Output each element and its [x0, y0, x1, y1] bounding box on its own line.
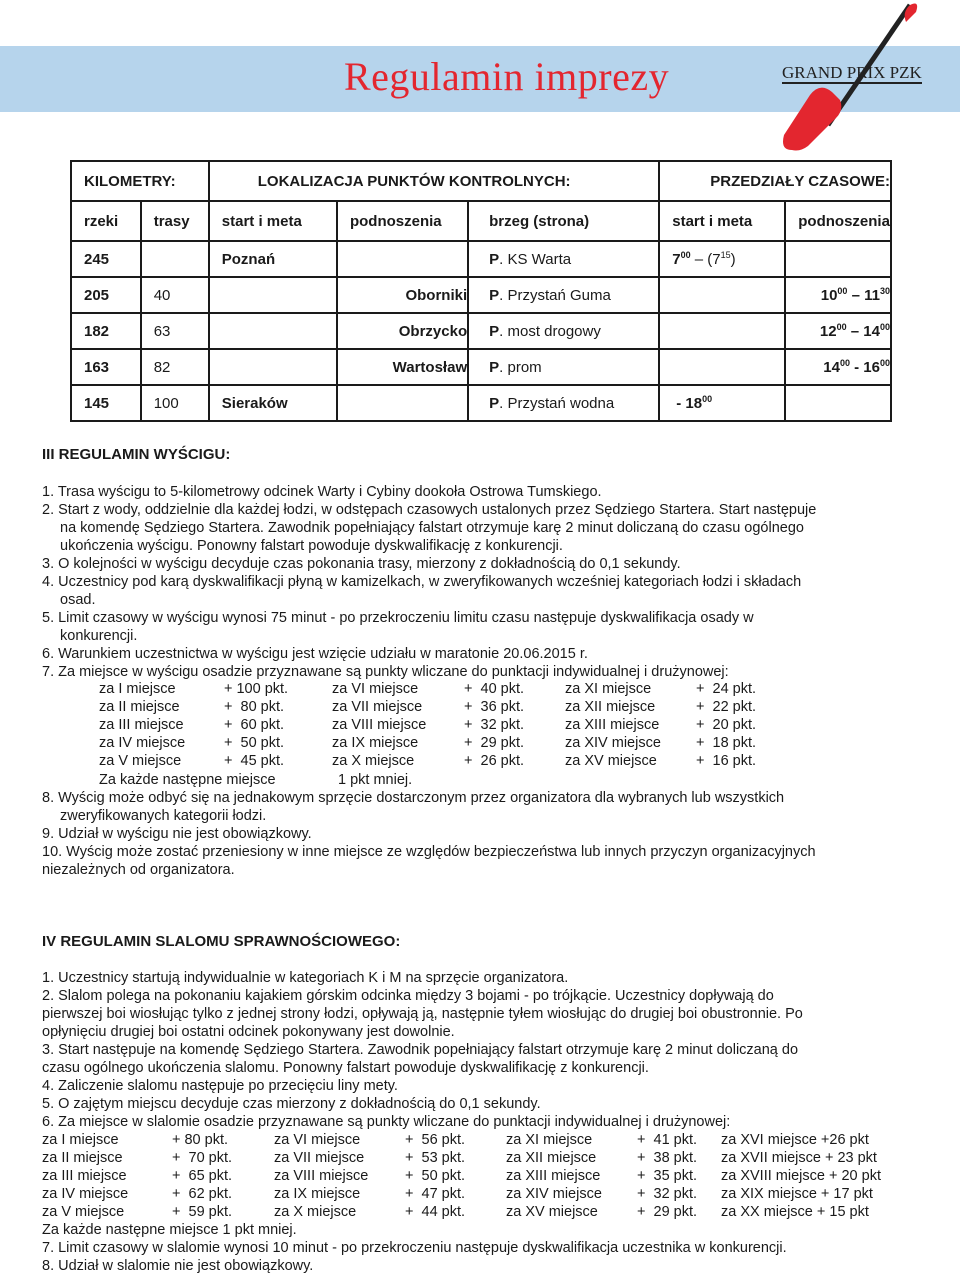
place-label: za XIX miejsce + 17 pkt [721, 1186, 873, 1202]
place-label: za VII miejsce [332, 699, 423, 715]
place-label: za XIII miejsce [506, 1168, 601, 1184]
table-row [71, 241, 891, 277]
cell-time-lift [785, 241, 891, 277]
place-points: + 50 pkt. [224, 735, 285, 751]
header-location: LOKALIZACJA PUNKTÓW KONTROLNYCH: [209, 161, 659, 201]
rule-line: niezależnych od organizatora. [42, 862, 235, 878]
race-rules-2 [42, 789, 922, 879]
cell-bank: P. Przystań wodna [468, 385, 659, 421]
place-points: + 100 pkt. [224, 681, 289, 697]
place-points: + 62 pkt. [172, 1186, 233, 1202]
place-points: + 59 pkt. [172, 1204, 233, 1220]
rule-line: 2. Slalom polega na pokonaniu kajakiem górskim odcinka między 3 bojami - po trójkącie. Uczestnicy dopływają do [42, 988, 774, 1004]
place-label: za XI miejsce [506, 1132, 593, 1148]
rule-line: ukończenia wyścigu. Ponowny falstart powoduje dyskwalifikację z konkurencji. [60, 538, 563, 554]
place-label: za X miejsce [274, 1204, 357, 1220]
cell-time-start: $7^{00} - (7^{15})$ [659, 241, 785, 277]
place-points: + 20 pkt. [696, 717, 757, 733]
table-row [71, 313, 891, 349]
place-label: za VIII miejsce [332, 717, 427, 733]
place-points: + 22 pkt. [696, 699, 757, 715]
rule-line: 5. Limit czasowy w wyścigu wynosi 75 minut - po przekroczeniu limitu czasu następuje dyskwalifikacja osady w [42, 610, 754, 626]
cell-lift: Wartosław [337, 349, 468, 385]
cell-river: 205 [71, 277, 141, 313]
rule-line: 10. Wyścig może zostać przeniesiony w inne miejsce ze względów bezpieczeństwa lub innych przyczyn organizacyjnych [42, 844, 816, 860]
place-label: za XV miejsce [565, 753, 657, 769]
cell-route: 40 [141, 277, 209, 313]
place-points: + 26 pkt. [464, 753, 525, 769]
place-points: + 29 pkt. [464, 735, 525, 751]
rule-line: 8. Wyścig może odbyć się na jednakowym sprzęcie dostarczonym przez organizatora dla wybranych lub wszystkich [42, 790, 785, 806]
cell-time-start [659, 349, 785, 385]
place-label: za IX miejsce [332, 735, 419, 751]
header-times: PRZEDZIAŁY CZASOWE: [659, 161, 891, 201]
place-label: za V miejsce [99, 753, 182, 769]
section-slalom-heading: IV REGULAMIN SLALOMU SPRAWNOŚCIOWEGO: [42, 933, 401, 950]
place-label: za VI miejsce [332, 681, 419, 697]
rule-line: konkurencji. [60, 628, 138, 644]
table-row [71, 385, 891, 421]
cell-time-start [659, 277, 785, 313]
table-row [71, 277, 891, 313]
place-label: za VII miejsce [274, 1150, 365, 1166]
place-label: za IX miejsce [274, 1186, 361, 1202]
cell-time-lift: $14^{00} - 16^{00}$ [785, 349, 891, 385]
cell-time-lift [785, 385, 891, 421]
place-points: + 32 pkt. [464, 717, 525, 733]
cell-start: Sieraków [209, 385, 337, 421]
cell-time-start [659, 313, 785, 349]
rule-line: 8. Udział w slalomie nie jest obowiązkowy. [42, 1258, 314, 1274]
cell-lift: Obrzycko [337, 313, 468, 349]
cell-river: 145 [71, 385, 141, 421]
slalom-rules-2 [42, 1221, 922, 1275]
cell-route [141, 241, 209, 277]
cell-bank: P. Przystań Guma [468, 277, 659, 313]
rule-line: czasu ogólnego ukończenia slalomu. Ponowny falstart powoduje dyskwalifikację z konkurencji. [42, 1060, 649, 1076]
place-points: + 65 pkt. [172, 1168, 233, 1184]
slalom-rules [42, 969, 922, 1131]
place-points: + 32 pkt. [637, 1186, 698, 1202]
sub-lift: podnoszenia [337, 201, 468, 241]
place-points: + 47 pkt. [405, 1186, 466, 1202]
header-km: KILOMETRY: [71, 161, 209, 201]
rule-line: opłynięciu drugiej boi ostatni odcinek pokonywany jest dowolnie. [42, 1024, 455, 1040]
place-label: za XVII miejsce + 23 pkt [721, 1150, 877, 1166]
place-points: + 36 pkt. [464, 699, 525, 715]
brand-logo: GRAND PRIX PZK [782, 63, 922, 82]
place-points: + 53 pkt. [405, 1150, 466, 1166]
cell-lift [337, 241, 468, 277]
place-label: za XVIII miejsce + 20 pkt [721, 1168, 881, 1184]
place-label: za II miejsce [99, 699, 180, 715]
cell-start [209, 313, 337, 349]
sub-bank: brzeg (strona) [468, 201, 659, 241]
place-points: + 44 pkt. [405, 1204, 466, 1220]
place-label: za III miejsce [42, 1168, 127, 1184]
cell-start [209, 349, 337, 385]
rule-line: zweryfikowanych kategorii łodzi. [60, 808, 267, 824]
place-label: za III miejsce [99, 717, 184, 733]
place-label: za V miejsce [42, 1204, 125, 1220]
cell-time-lift: $12^{00} - 14^{00}$ [785, 313, 891, 349]
rule-line: 9. Udział w wyścigu nie jest obowiązkowy. [42, 826, 312, 842]
cell-time-lift: $10^{00} - 11^{30}$ [785, 277, 891, 313]
place-points: + 60 pkt. [224, 717, 285, 733]
rule-line: Za każde następne miejsce 1 pkt mniej. [42, 1222, 297, 1238]
place-points: + 70 pkt. [172, 1150, 233, 1166]
place-label: za XVI miejsce +26 pkt [721, 1132, 869, 1148]
place-points: + 18 pkt. [696, 735, 757, 751]
place-label: za I miejsce [99, 681, 176, 697]
checkpoints-table [70, 160, 892, 422]
place-label: za XV miejsce [506, 1204, 598, 1220]
cell-start: Poznań [209, 241, 337, 277]
place-points: + 24 pkt. [696, 681, 757, 697]
rule-line: na komendę Sędziego Startera. Zawodnik popełniający falstart otrzymuje karę 2 minut doliczaną do czasu ogólnego [60, 520, 804, 536]
rule-line: 6. Za miejsce w slalomie osadzie przyznawane są punkty wliczane do punktacji indywidualnej i drużynowej: [42, 1114, 731, 1130]
cell-time-start: - $18^{00}$ [659, 385, 785, 421]
cell-lift: Oborniki [337, 277, 468, 313]
rule-line: 4. Uczestnicy pod karą dyskwalifikacji płyną w kamizelkach, w zweryfikowanych wcześniej kategoriach łodzi i składach [42, 574, 802, 590]
place-points: + 16 pkt. [696, 753, 757, 769]
place-label: za XI miejsce [565, 681, 652, 697]
cell-river: 182 [71, 313, 141, 349]
place-label: za IV miejsce [42, 1186, 129, 1202]
sub-route: trasy [141, 201, 209, 241]
cell-river: 163 [71, 349, 141, 385]
place-points: + 80 pkt. [224, 699, 285, 715]
cell-bank: P. prom [468, 349, 659, 385]
place-points: + 35 pkt. [637, 1168, 698, 1184]
race-rules [42, 483, 922, 681]
cell-start [209, 277, 337, 313]
rule-line: pierwszej boi wiosłując tylko z jednej strony łodzi, opływają ją, następnie tyłem wiosłując do drugiej boi obustronnie. Po [42, 1006, 803, 1022]
place-points: + 50 pkt. [405, 1168, 466, 1184]
place-points: + 38 pkt. [637, 1150, 698, 1166]
rule-line: 7. Za miejsce w wyścigu osadzie przyznawane są punkty wliczane do punktacji indywidualnej i drużynowej: [42, 664, 729, 680]
rule-line: 1. Trasa wyścigu to 5-kilometrowy odcinek Warty i Cybiny dookoła Ostrowa Tumskiego. [42, 484, 602, 500]
sub-time-lift: podnoszenia [785, 201, 891, 241]
sub-start: start i meta [209, 201, 337, 241]
cell-river: 245 [71, 241, 141, 277]
cell-bank: P. KS Warta [468, 241, 659, 277]
place-label: za XIV miejsce [506, 1186, 602, 1202]
place-label: za XIV miejsce [565, 735, 661, 751]
rule-line: 5. O zajętym miejscu decyduje czas mierzony z dokładnością do 0,1 sekundy. [42, 1096, 541, 1112]
rule-line: 3. O kolejności w wyścigu decyduje czas pokonania trasy, mierzony z dokładnością do 0,1 sekundy. [42, 556, 681, 572]
section-race-heading: III REGULAMIN WYŚCIGU: [42, 446, 231, 463]
rule-line: 6. Warunkiem uczestnictwa w wyścigu jest wzięcie udziału w maratonie 20.06.2015 r. [42, 646, 588, 662]
place-points: + 29 pkt. [637, 1204, 698, 1220]
place-label: za XII miejsce [506, 1150, 597, 1166]
rule-line: 2. Start z wody, oddzielnie dla każdej łodzi, w odstępach czasowych ustalonych przez Sędziego Startera. Start następuje [42, 502, 817, 518]
sub-river: rzeki [71, 201, 141, 241]
cell-route: 63 [141, 313, 209, 349]
place-points: + 45 pkt. [224, 753, 285, 769]
place-points: + 56 pkt. [405, 1132, 466, 1148]
each-next-points: 1 pkt mniej. [338, 772, 413, 788]
place-label: za VI miejsce [274, 1132, 361, 1148]
place-label: za VIII miejsce [274, 1168, 369, 1184]
cell-lift [337, 385, 468, 421]
table-row [71, 349, 891, 385]
place-label: za XX miejsce + 15 pkt [721, 1204, 869, 1220]
place-label: za IV miejsce [99, 735, 186, 751]
place-points: + 40 pkt. [464, 681, 525, 697]
place-label: za XII miejsce [565, 699, 656, 715]
cell-bank: P. most drogowy [468, 313, 659, 349]
each-next-label: Za każde następne miejsce [99, 772, 276, 788]
place-points: + 80 pkt. [172, 1132, 229, 1148]
rule-line: 4. Zaliczenie slalomu następuje po przecięciu liny mety. [42, 1078, 398, 1094]
page-title: Regulamin imprezy [344, 54, 670, 99]
sub-time-start: start i meta [659, 201, 785, 241]
rule-line: osad. [60, 592, 96, 608]
place-points: + 41 pkt. [637, 1132, 698, 1148]
place-label: za X miejsce [332, 753, 415, 769]
place-label: za XIII miejsce [565, 717, 660, 733]
rule-line: 3. Start następuje na komendę Sędziego Startera. Zawodnik popełniający falstart otrzymuje karę 2 minut doliczaną do [42, 1042, 799, 1058]
rule-line: 1. Uczestnicy startują indywidualnie w kategoriach K i M na sprzęcie organizatora. [42, 970, 569, 986]
place-label: za II miejsce [42, 1150, 123, 1166]
cell-route: 100 [141, 385, 209, 421]
place-label: za I miejsce [42, 1132, 119, 1148]
cell-route: 82 [141, 349, 209, 385]
rule-line: 7. Limit czasowy w slalomie wynosi 10 minut - po przekroczeniu następuje dyskwalifikacja uczestnika w konkurencji. [42, 1240, 787, 1256]
